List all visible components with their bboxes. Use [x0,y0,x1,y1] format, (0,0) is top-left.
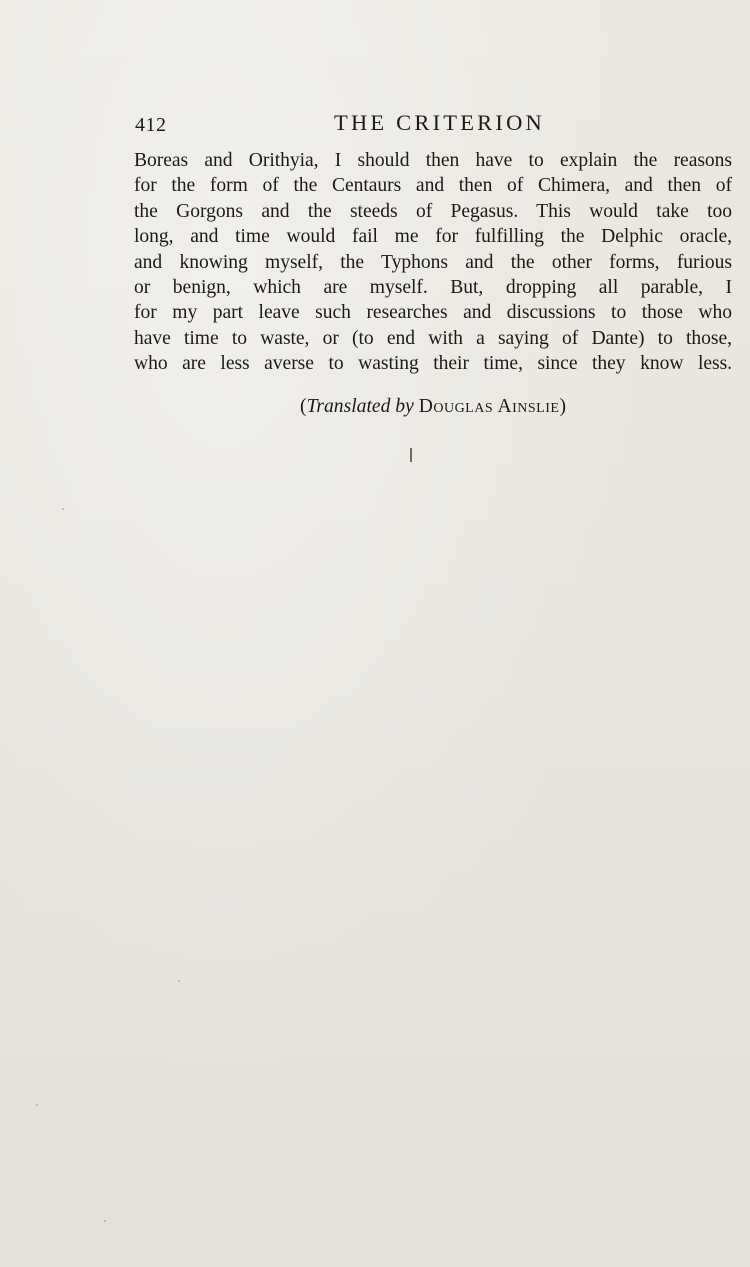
text-line: who are less averse to wasting their time, since they know less. [134,353,732,375]
paper-speck [104,1220,106,1222]
text-line: long, and time would fail me for fulfilling the Delphic oracle, [134,226,732,248]
text-line: Boreas and Orithyia, I should then have to explain the reasons [134,150,732,171]
stray-mark [410,448,412,462]
paper-speck [36,1104,38,1106]
text-line: the Gorgons and the steeds of Pegasus. This would take too [134,200,732,222]
text-line: for the form of the Centaurs and then of Chimera, and then of [134,175,732,197]
credit-close-paren: ) [559,396,566,417]
translator-credit [134,396,732,418]
running-title: THE CRITERION [334,110,545,135]
body-paragraph [134,148,732,377]
text-line: and knowing myself, the Typhons and the other forms, furious [134,251,732,273]
paper-speck [178,980,180,982]
credit-translated-by: Translated by [306,396,414,417]
translator-name: Douglas Ainslie [418,396,560,417]
text-line: or benign, which are myself. But, dropping all parable, I [134,277,732,299]
text-line: have time to waste, or (to end with a saying of Dante) to those, [134,327,732,349]
paper-speck [62,508,64,510]
credit-open-paren: ( [300,396,307,417]
page-number: 412 [135,114,167,136]
text-line: for my part leave such researches and discussions to those who [134,302,732,324]
page-header [135,110,732,140]
